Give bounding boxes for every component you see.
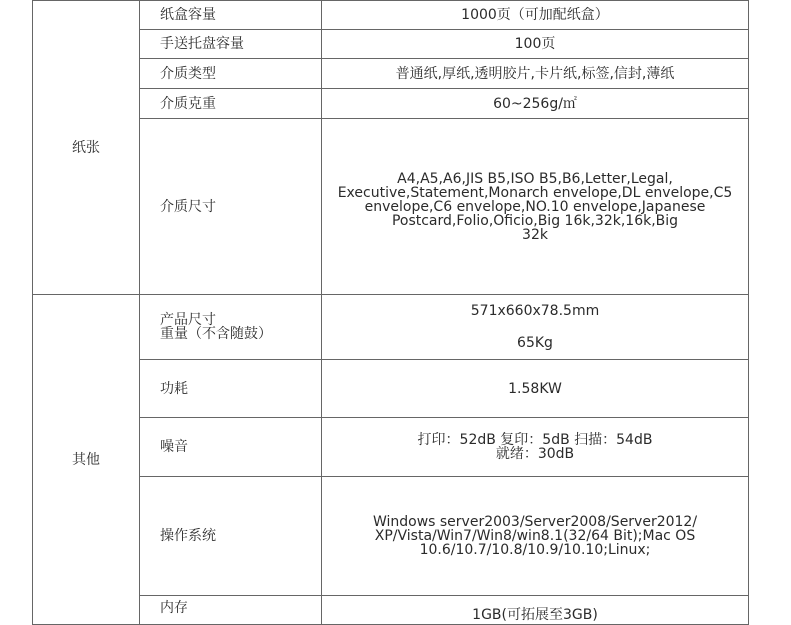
row-value (322, 477, 749, 596)
value-line: 就绪：30dB (495, 446, 575, 462)
value-line: Windows server2003/Server2008/Server2012/ (372, 514, 698, 530)
row-label: 纸盒容量 (140, 1, 322, 30)
row-value: 100页 (322, 30, 749, 59)
row-value (322, 295, 749, 360)
row-value (322, 119, 749, 295)
row-label: 介质类型 (140, 59, 322, 89)
row-label: 介质克重 (140, 89, 322, 119)
table-row (33, 89, 749, 119)
value-line: A4,A5,A6,JIS B5,ISO B5,B6,Letter,Legal, (397, 170, 673, 187)
table-row (33, 295, 749, 360)
row-value: 1.58KW (322, 360, 749, 418)
table-row (33, 1, 749, 30)
row-label: 噪音 (140, 418, 322, 477)
label-line: 重量（不含随鼓） (160, 326, 272, 342)
row-label: 操作系统 (140, 477, 322, 596)
value-line: 32k (522, 226, 548, 243)
table-row (33, 596, 749, 625)
table-row (33, 360, 749, 418)
row-label: 手送托盘容量 (140, 30, 322, 59)
category-label: 纸张 (72, 139, 100, 156)
value-line: 打印：52dB 复印：5dB 扫描：54dB (417, 432, 653, 448)
category-other (33, 295, 140, 625)
category-paper (33, 1, 140, 295)
row-label: 介质尺寸 (140, 119, 322, 295)
row-value (322, 418, 749, 477)
table-row (33, 477, 749, 596)
value-line: 10.6/10.7/10.8/10.9/10.10;Linux; (419, 542, 651, 558)
row-value: 1GB(可拓展至3GB) (322, 596, 749, 625)
table-row (33, 119, 749, 295)
value-line: Executive,Statement,Monarch envelope,DL envelope,C5 (337, 184, 733, 201)
row-value: 1000页（可加配纸盒） (322, 1, 749, 30)
row-label (140, 295, 322, 360)
spec-table (32, 0, 749, 625)
row-value: 普通纸,厚纸,透明胶片,卡片纸,标签,信封,薄纸 (322, 59, 749, 89)
row-label: 内存 (140, 596, 322, 625)
value-line: XP/Vista/Win7/Win8/win8.1(32/64 Bit);Mac OS (374, 528, 696, 544)
value-line: envelope,C6 envelope,NO.10 envelope,Japanese (364, 198, 706, 215)
value-line: 65Kg (517, 335, 553, 351)
value-line: 571x660x78.5mm (470, 303, 600, 319)
label-line: 产品尺寸 (160, 312, 216, 328)
table-row (33, 59, 749, 89)
row-label: 功耗 (140, 360, 322, 418)
row-value: 60~256g/㎡ (322, 89, 749, 119)
table-row (33, 418, 749, 477)
table-row (33, 30, 749, 59)
value-line: Postcard,Folio,Oficio,Big 16k,32k,16k,Big (391, 212, 679, 229)
category-label: 其他 (72, 451, 100, 468)
